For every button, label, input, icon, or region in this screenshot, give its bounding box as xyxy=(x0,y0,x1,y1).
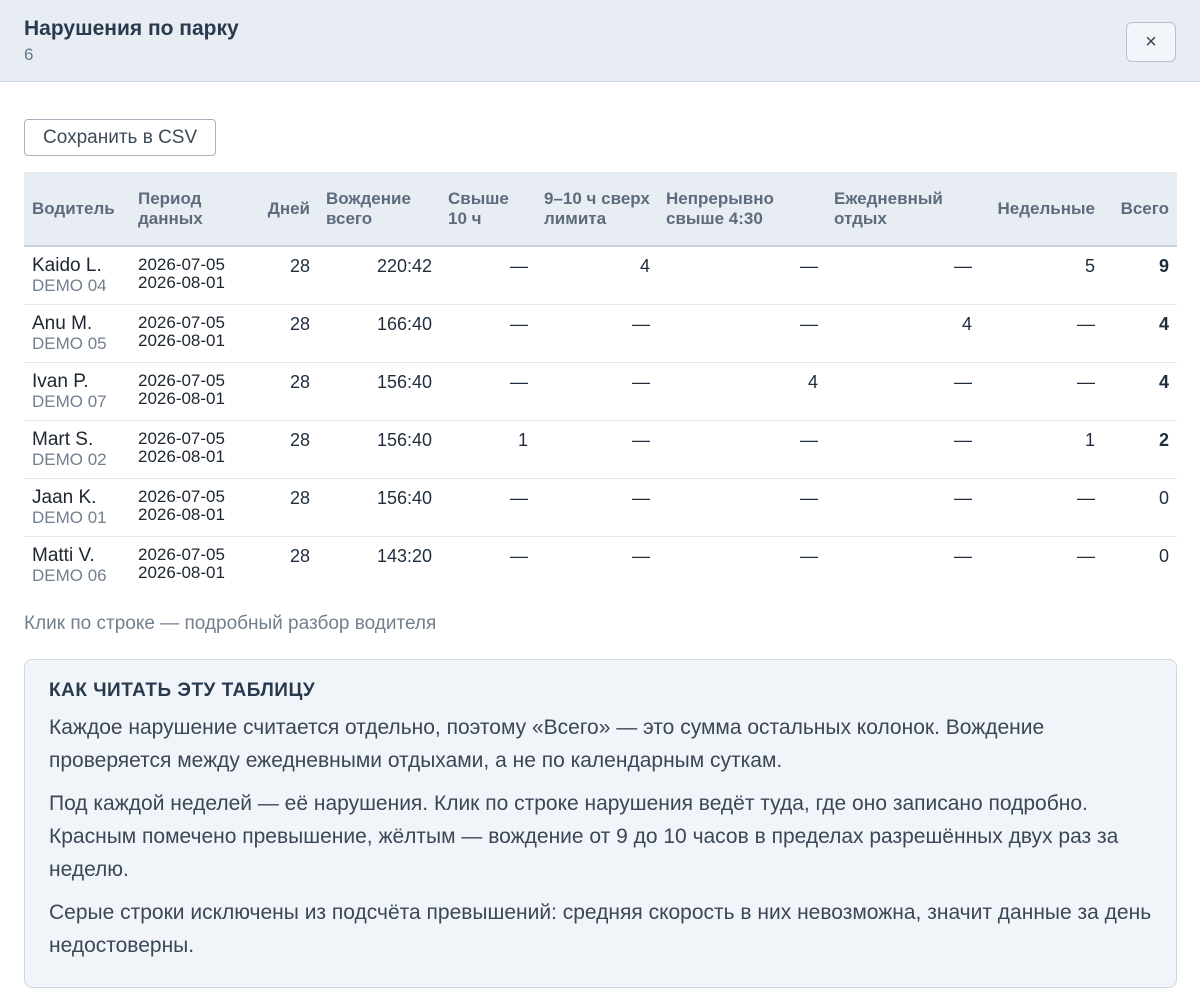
column-header-continuous[interactable]: Непрерывно свыше 4:30 xyxy=(658,172,826,246)
period-end: 2026-08-01 xyxy=(138,330,225,350)
cell-continuous: — xyxy=(800,545,818,566)
period-start: 2026-07-05 xyxy=(138,312,225,332)
cell-9-10h: — xyxy=(536,362,658,420)
modal-subtitle: 6 xyxy=(24,45,34,64)
table-body xyxy=(24,246,1177,594)
vehicle-plate: DEMO 04 xyxy=(32,276,107,295)
cell-days: 28 xyxy=(246,246,318,304)
column-header-weekly[interactable]: Недельные xyxy=(980,172,1103,246)
period-start: 2026-07-05 xyxy=(138,486,225,506)
cell-continuous: 4 xyxy=(658,362,826,420)
cell-daily-rest: — xyxy=(826,478,980,536)
cell-9-10h: — xyxy=(632,545,650,566)
info-paragraph: Каждое нарушение считается отдельно, поэтому «Всего» — это сумма остальных колонок. Вождение проверяется между ежедневными отдыхами, а не по календарным суткам. xyxy=(49,716,1045,772)
cell-days: 28 xyxy=(289,545,310,566)
period-start: 2026-07-05 xyxy=(138,255,225,274)
cell-weekly: — xyxy=(1077,545,1095,566)
cell-driving-total: 156:40 xyxy=(318,420,440,478)
modal-title: Нарушения по парку xyxy=(24,17,239,40)
cell-period xyxy=(130,246,246,304)
cell-driver xyxy=(24,536,130,594)
cell-daily-rest: — xyxy=(954,545,972,566)
modal-header xyxy=(0,0,1200,82)
violations-table xyxy=(24,172,1177,594)
cell-driver xyxy=(24,478,130,536)
cell-over-10h: — xyxy=(440,478,536,536)
period-end: 2026-08-01 xyxy=(138,446,225,466)
cell-driver xyxy=(24,246,130,304)
column-header-period[interactable]: Период данных xyxy=(130,172,246,246)
cell-9-10h: — xyxy=(536,304,658,362)
table-row[interactable] xyxy=(24,246,1177,304)
cell-total: 9 xyxy=(1103,246,1177,304)
cell-over-10h: — xyxy=(440,246,536,304)
cell-driving-total: 143:20 xyxy=(376,545,432,566)
column-header-daily-rest[interactable]: Ежедневный отдых xyxy=(826,172,980,246)
modal-content xyxy=(0,82,1200,988)
driver-name: Ivan P. xyxy=(32,370,89,392)
cell-period xyxy=(130,478,246,536)
table-row[interactable] xyxy=(24,362,1177,420)
cell-driving-total: 156:40 xyxy=(318,362,440,420)
info-heading: КАК ЧИТАТЬ ЭТУ ТАБЛИЦУ xyxy=(49,680,316,701)
table-header-row xyxy=(24,172,1177,246)
close-icon: × xyxy=(1145,30,1157,53)
vehicle-plate: DEMO 07 xyxy=(32,391,107,411)
period-end: 2026-08-01 xyxy=(138,504,225,524)
cell-continuous: — xyxy=(658,246,826,304)
cell-weekly: — xyxy=(980,304,1103,362)
cell-continuous: — xyxy=(658,304,826,362)
cell-driver xyxy=(24,420,130,478)
cell-daily-rest: — xyxy=(826,246,980,304)
cell-days: 28 xyxy=(246,362,318,420)
cell-over-10h: — xyxy=(510,545,528,566)
cell-over-10h: — xyxy=(440,362,536,420)
column-header-total[interactable]: Всего xyxy=(1103,172,1177,246)
cell-9-10h: — xyxy=(536,420,658,478)
cell-weekly: — xyxy=(980,478,1103,536)
cell-continuous: — xyxy=(658,420,826,478)
cell-weekly: 5 xyxy=(980,246,1103,304)
period-start: 2026-07-05 xyxy=(138,370,225,390)
cell-period xyxy=(130,420,246,478)
cell-days: 28 xyxy=(246,478,318,536)
cell-days: 28 xyxy=(246,420,318,478)
vehicle-plate: DEMO 02 xyxy=(32,449,107,469)
cell-over-10h: — xyxy=(440,304,536,362)
cell-total: 0 xyxy=(1103,478,1177,536)
cell-total: 2 xyxy=(1103,420,1177,478)
cell-over-10h: 1 xyxy=(440,420,536,478)
column-header-over-10h[interactable]: Свыше 10 ч xyxy=(440,172,536,246)
info-paragraph: Серые строки исключены из подсчёта превышений: средняя скорость в них невозможна, значит данные за день недостоверны. xyxy=(49,901,1152,957)
period-end: 2026-08-01 xyxy=(138,273,225,292)
cell-driver xyxy=(24,304,130,362)
cell-total: 4 xyxy=(1103,362,1177,420)
cell-daily-rest: 4 xyxy=(826,304,980,362)
cell-period xyxy=(130,304,246,362)
cell-period xyxy=(130,536,246,594)
info-paragraph: Под каждой неделей — её нарушения. Клик по строке нарушения ведёт туда, где оно записано подробно. Красным помечено превышение, жёлтым — вождение от 9 до 10 часов в пределах разрешённых двух раз за неделю. xyxy=(49,792,1119,881)
cell-total: 0 xyxy=(1158,545,1169,566)
column-header-driver[interactable]: Водитель xyxy=(24,172,130,246)
cell-9-10h: 4 xyxy=(536,246,658,304)
cell-driving-total: 166:40 xyxy=(318,304,440,362)
column-header-driving-total[interactable]: Вождение всего xyxy=(318,172,440,246)
info-box xyxy=(24,659,1177,988)
driver-name: Anu M. xyxy=(32,312,93,334)
cell-weekly: 1 xyxy=(980,420,1103,478)
table-row[interactable] xyxy=(24,536,1177,594)
cell-weekly: — xyxy=(980,362,1103,420)
cell-9-10h: — xyxy=(536,478,658,536)
period-end: 2026-08-01 xyxy=(138,562,225,582)
driver-name: Jaan K. xyxy=(32,486,97,508)
table-row[interactable] xyxy=(24,304,1177,362)
cell-period xyxy=(130,362,246,420)
vehicle-plate: DEMO 01 xyxy=(32,507,107,527)
cell-driver xyxy=(24,362,130,420)
vehicle-plate: DEMO 06 xyxy=(32,565,107,585)
cell-continuous: — xyxy=(658,478,826,536)
column-header-9-10h[interactable]: 9–10 ч сверх лимита xyxy=(536,172,658,246)
cell-daily-rest: — xyxy=(826,420,980,478)
period-start: 2026-07-05 xyxy=(138,428,225,448)
period-start: 2026-07-05 xyxy=(138,544,225,564)
cell-daily-rest: — xyxy=(826,362,980,420)
driver-name: Mart S. xyxy=(32,428,94,450)
vehicle-plate: DEMO 05 xyxy=(32,333,107,353)
table-hint: Клик по строке — подробный разбор водителя xyxy=(24,613,437,634)
table-row[interactable] xyxy=(24,478,1177,536)
driver-name: Matti V. xyxy=(32,544,95,566)
cell-driving-total: 156:40 xyxy=(318,478,440,536)
column-header-days[interactable]: Дней xyxy=(246,172,318,246)
period-end: 2026-08-01 xyxy=(138,388,225,408)
save-csv-button[interactable]: Сохранить в CSV xyxy=(24,119,216,156)
cell-days: 28 xyxy=(246,304,318,362)
table-row[interactable] xyxy=(24,420,1177,478)
close-button[interactable] xyxy=(1126,22,1176,62)
driver-name: Kaido L. xyxy=(32,255,102,276)
cell-driving-total: 220:42 xyxy=(318,246,440,304)
cell-total: 4 xyxy=(1103,304,1177,362)
